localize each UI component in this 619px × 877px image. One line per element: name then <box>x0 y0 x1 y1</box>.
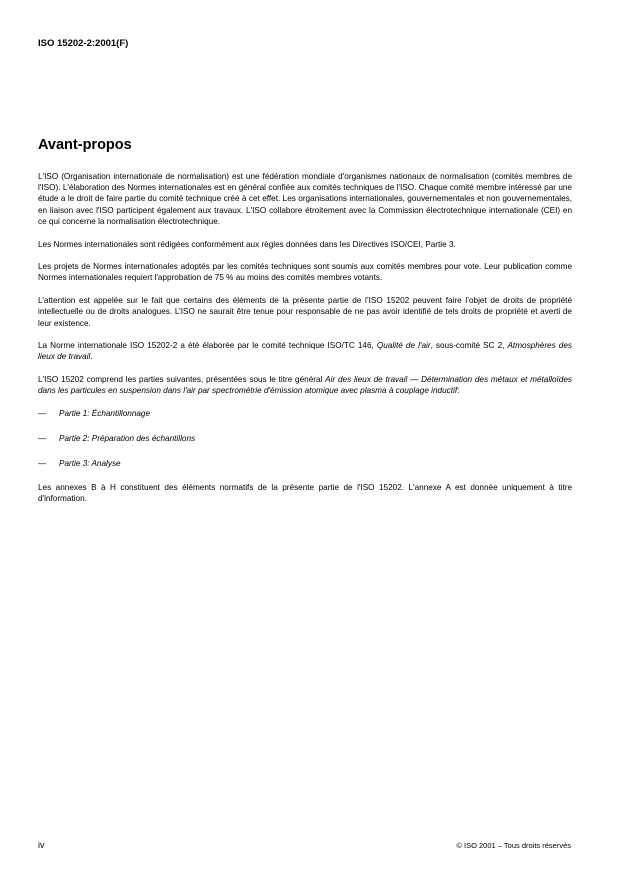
foreword-body <box>38 171 572 516</box>
dash-bullet: — <box>38 459 47 469</box>
parts-intro-text: L'ISO 15202 comprend les parties suivantes, présentées sous le titre général <box>38 375 326 385</box>
page-number: iv <box>38 840 45 850</box>
general-title: Air des lieux de travail — Détermination des métaux et métalloïdes dans les particules en suspension dans l'air par spectrométrie d'émission atomique avec plasma à couplage inductif <box>38 375 572 396</box>
paragraph-directives: Les Normes internationales sont rédigées conformément aux règles données dans les Directives ISO/CEI, Partie 3. <box>38 239 456 249</box>
list-item-part-1: Partie 1: Échantillonnage <box>59 409 151 419</box>
paragraph-voting: Les projets de Normes internationales adoptés par les comités techniques sont soumis aux comités membres pour vote. Leur publication comme Normes internationales requiert l'approbation de 75 % au moins des comités membres votants. <box>38 262 572 283</box>
list-item-part-3: Partie 3: Analyse <box>59 459 121 469</box>
paragraph-iso-organisation: L'ISO (Organisation internationale de normalisation) est une fédération mondiale d'organismes nationaux de normalisation (comités membres de l'ISO). L'élaboration des Normes internationales est en général confiée aux comités techniques de l'ISO. Chaque comité membre intéressé par une étude a le droit de faire partie du comité technique créé à cet effet. Les organisations internationales, gouvernementales et non gouvernementales, en liaison avec l'ISO participent également aux travaux. L'ISO collabore étroitement avec la Commission électrotechnique internationale (CEI) en ce qui concerne la normalisation électrotechnique. <box>38 172 572 226</box>
paragraph-parts-intro <box>38 374 572 396</box>
paragraph-committee <box>38 340 572 362</box>
list-item <box>38 408 572 419</box>
parts-intro-colon: : <box>457 386 460 396</box>
list-item-part-2: Partie 2: Préparation des échantillons <box>59 434 196 444</box>
list-item <box>38 433 572 444</box>
document-id: ISO 15202-2:2001(F) <box>38 38 129 49</box>
copyright-notice: © ISO 2001 – Tous droits réservés <box>456 841 571 850</box>
page-title: Avant-propos <box>38 137 132 153</box>
committee-text-2: , sous-comité SC 2, <box>430 341 508 351</box>
subcommittee-title: Atmosphères des lieux de travail <box>38 341 572 362</box>
paragraph-annexes: Les annexes B à H constituent des éléments normatifs de la présente partie de l'ISO 15202. L'annexe A est donnée uniquement à titre d'information. <box>38 482 572 503</box>
committee-text-1: La Norme internationale ISO 15202-2 a été élaborée par le comité technique ISO/TC 146, <box>38 341 377 351</box>
paragraph-patent-rights: L’attention est appelée sur le fait que certains des éléments de la présente partie de l’ISO 15202 peuvent faire l’objet de droits de propriété intellectuelle ou de droits analogues. L’ISO ne saurait être tenue pour responsable de ne pas avoir identifié de tels droits de propriété et averti de leur existence. <box>38 296 572 328</box>
dash-bullet: — <box>38 434 47 444</box>
committee-text-3: . <box>90 352 93 362</box>
dash-bullet: — <box>38 409 47 419</box>
committee-title: Qualité de l'air <box>376 341 431 351</box>
list-item <box>38 458 572 469</box>
